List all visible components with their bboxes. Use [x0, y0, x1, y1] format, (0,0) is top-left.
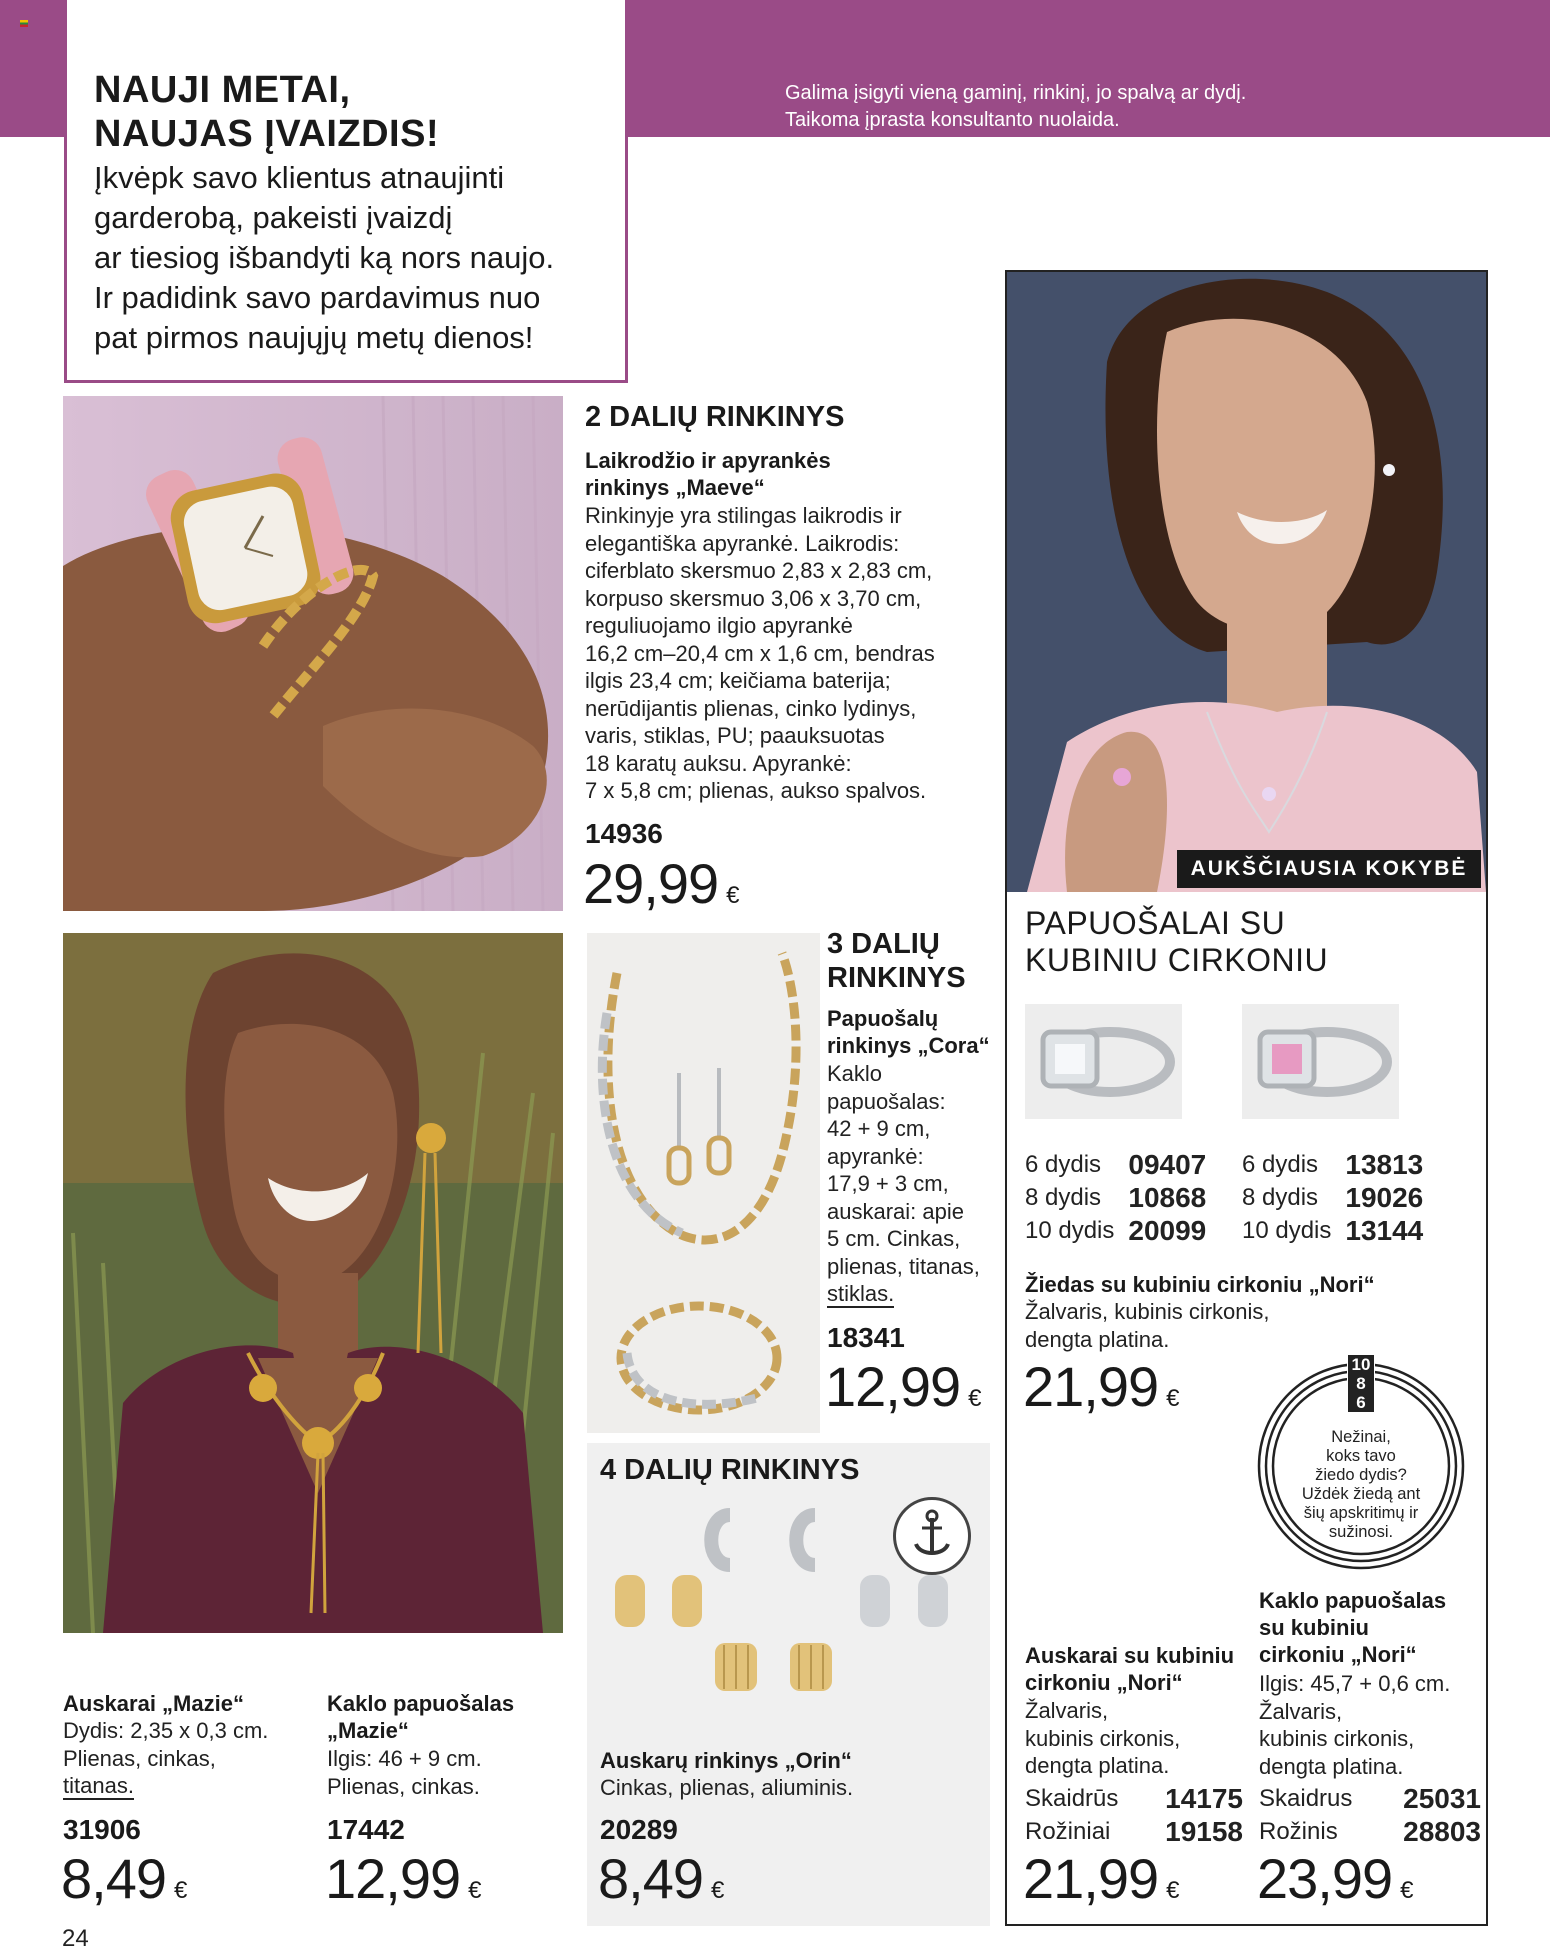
title-line: NAUJAS ĮVAIZDIS!: [94, 113, 440, 155]
desc-line: Žalvaris, kubinis cirkonis,: [1025, 1299, 1270, 1324]
variant-label: Rožiniai: [1025, 1818, 1111, 1845]
maeve-description: [585, 502, 1005, 805]
nori-earrings-variants: [1025, 1782, 1243, 1848]
ring-clear-photo: [1025, 1004, 1182, 1119]
desc-line: papuošalas:: [827, 1088, 946, 1114]
orin-description: Cinkas, plienas, aliuminis.: [600, 1775, 854, 1800]
size-code: 19026: [1345, 1182, 1424, 1213]
size-label: 10 dydis: [1242, 1217, 1332, 1244]
currency: €: [468, 1877, 482, 1904]
banner-note-line: Taikoma įprasta konsultanto nuolaida.: [785, 109, 1120, 131]
ring-pink-illustration: [1242, 1004, 1399, 1119]
desc-line: ciferblato skersmuo 2,83 x 2,83 cm,: [585, 558, 933, 583]
desc-line: Dydis: 2,35 x 0,3 cm.: [63, 1718, 269, 1743]
size-code: 10868: [1128, 1182, 1207, 1213]
nori-necklace-price: [1257, 1849, 1414, 1921]
desc-line: varis, stiklas, PU; paauksuotas: [585, 723, 885, 748]
quality-badge: AUKŠČIAUSIA KOKYBĖ: [1177, 850, 1481, 888]
desc-line: auskarai: apie: [827, 1198, 964, 1224]
currency: €: [711, 1877, 725, 1904]
mazie-model-photo: [63, 933, 563, 1633]
sizer-number: 8: [1356, 1374, 1366, 1393]
desc-line: 16,2 cm–20,4 cm x 1,6 cm, bendras: [585, 640, 935, 666]
orin-price: [598, 1849, 724, 1921]
size-label: 6 dydis: [1025, 1151, 1102, 1178]
mazie-necklace-name: [327, 1690, 514, 1744]
cora-name: [827, 1005, 990, 1059]
cora-code: 18341: [827, 1322, 905, 1353]
title-line: PAPUOŠALAI SU: [1025, 905, 1286, 941]
ring-pink-sizes: [1242, 1148, 1423, 1247]
name-line: cirkoniu „Nori“: [1025, 1670, 1183, 1695]
desc-line: ilgis 23,4 cm; keičiama baterija;: [585, 668, 891, 693]
ring-clear-illustration: [1025, 1004, 1182, 1119]
desc-line: reguliuojamo ilgio apyrankė: [585, 613, 853, 638]
variant-label: Skaidrūs: [1025, 1785, 1119, 1812]
maeve-heading: 2 DALIŲ RINKINYS: [585, 401, 845, 433]
ring-sizer: [1255, 1355, 1467, 1572]
variant-row: [1259, 1782, 1481, 1815]
size-row: [1242, 1148, 1423, 1181]
sizer-line: sužinosi.: [1328, 1523, 1394, 1541]
watch-illustration: [63, 396, 563, 911]
cora-description: [827, 1060, 1007, 1308]
size-code: 13144: [1345, 1215, 1424, 1246]
desc-line: 18 karatų auksu. Apyrankė:: [585, 750, 852, 776]
desc-line: kubinis cirkonis,: [1259, 1726, 1415, 1751]
model-illustration: [63, 933, 563, 1633]
intro-line: garderobą, pakeisti įvaizdį: [94, 200, 453, 235]
sizer-line: žiedo dydis?: [1315, 1466, 1407, 1484]
sizer-line: Nežinai,: [1331, 1428, 1391, 1446]
size-row: [1242, 1181, 1423, 1214]
zirconia-model-photo: [1007, 272, 1486, 892]
desc-line: Ilgis: 45,7 + 0,6 cm.: [1259, 1671, 1451, 1696]
desc-line: korpuso skersmuo 3,06 x 3,70 cm,: [585, 585, 922, 611]
size-code: 09407: [1128, 1149, 1207, 1180]
cora-illustration: [587, 933, 820, 1433]
size-row: [1025, 1148, 1206, 1181]
currency: €: [1166, 1877, 1180, 1904]
intro-line: pat pirmos naujųjų metų dienos!: [94, 320, 534, 355]
price-value: 29,99: [583, 852, 719, 915]
ring-name: Žiedas su kubiniu cirkoniu „Nori“: [1025, 1272, 1375, 1297]
desc-line: kubinis cirkonis,: [1025, 1725, 1181, 1751]
intro-line: Ir padidink savo pardavimus nuo: [94, 280, 541, 315]
name-line: rinkinys „Cora“: [827, 1033, 990, 1058]
desc-line: Žalvaris,: [1025, 1698, 1109, 1723]
mazie-necklace-description: [327, 1745, 482, 1800]
nori-earrings-description: [1025, 1697, 1180, 1780]
sizer-text: [1273, 1428, 1449, 1542]
name-line: su kubiniu: [1259, 1615, 1369, 1640]
size-label: 8 dydis: [1242, 1184, 1319, 1211]
sizer-line: koks tavo: [1326, 1447, 1396, 1465]
mazie-necklace-code: 17442: [327, 1814, 405, 1845]
variant-code: 14175: [1165, 1783, 1243, 1814]
anchor-icon: [896, 1500, 968, 1572]
desc-line: Žalvaris,: [1259, 1698, 1343, 1724]
currency: €: [1400, 1877, 1414, 1904]
desc-line: titanas.: [63, 1773, 134, 1798]
currency: €: [968, 1385, 982, 1412]
nori-earrings-price: [1023, 1849, 1180, 1921]
mazie-earrings-name: Auskarai „Mazie“: [63, 1691, 244, 1716]
cora-photo: [587, 933, 820, 1433]
sizer-number: 6: [1356, 1393, 1366, 1412]
desc-line: Plienas, cinkas,: [63, 1745, 216, 1771]
size-label: 10 dydis: [1025, 1217, 1115, 1244]
size-label: 8 dydis: [1025, 1184, 1102, 1211]
size-row: [1025, 1181, 1206, 1214]
variant-code: 19158: [1165, 1816, 1243, 1847]
page-title: [94, 68, 439, 156]
variant-row: [1259, 1815, 1481, 1848]
name-line: cirkoniu „Nori“: [1259, 1642, 1417, 1667]
currency: €: [726, 882, 740, 909]
desc-line: 17,9 + 3 cm,: [827, 1171, 949, 1196]
name-line: „Mazie“: [327, 1718, 409, 1743]
desc-line: nerūdijantis plienas, cinko lydinys,: [585, 695, 917, 721]
sizer-numbers: [1348, 1355, 1374, 1412]
desc-line: apyrankė:: [827, 1143, 924, 1169]
nori-necklace-name: [1259, 1587, 1446, 1668]
title-line: NAUJI METAI,: [94, 69, 351, 111]
mazie-earrings-price: [61, 1849, 187, 1921]
intro-line: Įkvėpk savo klientus atnaujinti: [94, 160, 505, 195]
nori-necklace-description: [1259, 1670, 1450, 1780]
title-line: KUBINIU CIRKONIU: [1025, 942, 1329, 978]
currency: €: [1166, 1385, 1180, 1412]
desc-line: dengta platina.: [1025, 1326, 1170, 1352]
page-number: 24: [62, 1925, 89, 1952]
nori-earrings-name: [1025, 1642, 1234, 1696]
variant-row: [1025, 1782, 1243, 1815]
maeve-code: 14936: [585, 818, 663, 849]
desc-line: Ilgis: 46 + 9 cm.: [327, 1746, 482, 1771]
ring-price: [1023, 1357, 1180, 1429]
price-value: 21,99: [1023, 1847, 1159, 1910]
zirconia-model-illustration: [1007, 272, 1486, 892]
name-line: Kaklo papuošalas: [1259, 1588, 1447, 1613]
desc-line: Rinkinyje yra stilingas laikrodis ir: [585, 503, 902, 528]
cora-heading: [827, 927, 966, 995]
heading-line: RINKINYS: [827, 962, 966, 994]
desc-line: Plienas, cinkas.: [327, 1773, 480, 1799]
size-code: 20099: [1128, 1215, 1207, 1246]
anchor-protect-badge: [893, 1497, 971, 1575]
orin-code: 20289: [600, 1814, 678, 1845]
price-value: 21,99: [1023, 1355, 1159, 1418]
sizer-line: šių apskritimų ir: [1303, 1504, 1419, 1522]
name-line: Kaklo papuošalas: [327, 1691, 515, 1716]
currency: €: [174, 1877, 188, 1904]
ring-description: [1025, 1298, 1270, 1353]
mazie-earrings-description: [63, 1717, 268, 1800]
desc-line: Kaklo: [827, 1061, 883, 1086]
desc-line: stiklas.: [827, 1281, 895, 1306]
banner-note-line: Galima įsigyti vieną gaminį, rinkinį, jo spalvą ar dydį.: [785, 82, 1247, 104]
mazie-necklace-price: [325, 1849, 482, 1921]
desc-line: 7 x 5,8 cm; plienas, aukso spalvos.: [585, 778, 927, 803]
sizer-line: Uždėk žiedą ant: [1301, 1485, 1421, 1503]
name-line: rinkinys „Maeve“: [585, 475, 765, 500]
orin-name: Auskarų rinkinys „Orin“: [600, 1748, 852, 1773]
lithuania-flag-icon: [20, 20, 28, 27]
maeve-name: [585, 447, 831, 501]
intro-box: [64, 0, 628, 383]
price-value: 8,49: [61, 1847, 166, 1910]
size-code: 13813: [1345, 1149, 1424, 1180]
variant-code: 25031: [1403, 1783, 1481, 1814]
watch-photo: [63, 396, 563, 911]
heading-line: 3 DALIŲ: [827, 928, 940, 960]
price-value: 12,99: [825, 1355, 961, 1418]
desc-line: plienas, titanas,: [827, 1253, 980, 1279]
banner-note: [785, 80, 1385, 134]
variant-label: Skaidrus: [1259, 1785, 1353, 1812]
size-label: 6 dydis: [1242, 1151, 1319, 1178]
name-line: Laikrodžio ir apyrankės: [585, 448, 831, 473]
ring-pink-photo: [1242, 1004, 1399, 1119]
price-value: 23,99: [1257, 1847, 1393, 1910]
desc-line: 5 cm. Cinkas,: [827, 1226, 961, 1251]
zirconia-panel-title: [1025, 905, 1328, 979]
name-line: Papuošalų: [827, 1006, 939, 1031]
size-row: [1242, 1214, 1423, 1247]
mazie-earrings-code: 31906: [63, 1814, 141, 1845]
variant-label: Rožinis: [1259, 1818, 1338, 1845]
variant-code: 28803: [1403, 1816, 1481, 1847]
desc-line: elegantiška apyrankė. Laikrodis:: [585, 530, 900, 556]
name-line: Auskarai su kubiniu: [1025, 1643, 1235, 1668]
desc-line: 42 + 9 cm,: [827, 1116, 931, 1141]
intro-line: ar tiesiog išbandyti ką nors naujo.: [94, 240, 555, 275]
variant-row: [1025, 1815, 1243, 1848]
size-row: [1025, 1214, 1206, 1247]
sizer-number: 10: [1351, 1355, 1371, 1374]
intro-text: [94, 158, 614, 358]
cora-price: [825, 1357, 982, 1429]
maeve-price: [583, 854, 740, 926]
price-value: 12,99: [325, 1847, 461, 1910]
ring-clear-sizes: [1025, 1148, 1206, 1247]
desc-line: dengta platina.: [1259, 1753, 1404, 1779]
nori-necklace-variants: [1259, 1782, 1481, 1848]
price-value: 8,49: [598, 1847, 703, 1910]
desc-line: dengta platina.: [1025, 1753, 1170, 1778]
orin-heading: 4 DALIŲ RINKINYS: [600, 1454, 860, 1486]
